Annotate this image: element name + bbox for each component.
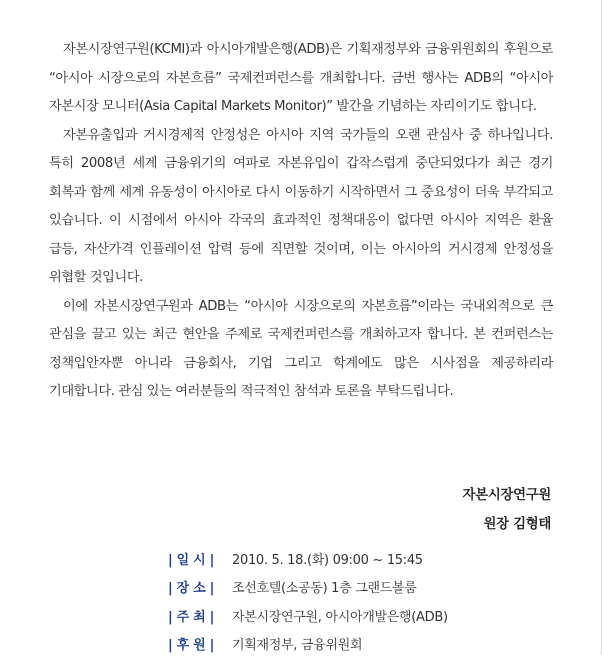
detail-row-date xyxy=(168,544,568,573)
event-details xyxy=(168,544,568,658)
detail-label-host: | 주 최 | xyxy=(168,606,232,625)
detail-row-venue xyxy=(168,573,568,602)
detail-label-venue: | 장 소 | xyxy=(168,577,232,596)
paragraph-background: 자본유출입과 거시경제적 안정성은 아시아 지역 국가들의 오랜 관심사 중 하나입니다. 특히 2008년 세계 금융위기의 여파로 자본유입이 갑작스럽게 중단되었다가 최근 경기 회복과 함께 세계 유동성이 아시아로 다시 이동하기 시작하면서 그 중요성이 더욱 부각되고 있습니다. 이 시점에서 아시아 각국의 효과적인 정책대응이 없다면 아시아 지역은 환율 급등, 자산가격 인플레이션 압력 등에 직면할 것이며, 이는 아시아의 거시경제 안정성을 위협할 것입니다. xyxy=(49,122,553,293)
signature-person: 원장 김형태 xyxy=(251,513,551,532)
paragraph-invitation: 이에 자본시장연구원과 ADB는 “아시아 시장으로의 자본흐름”이라는 국내외적으로 큰 관심을 끌고 있는 최근 현안을 주제로 국제컨퍼런스를 개최하고자 합니다. 본 컨퍼런스는 정책입안자뿐 아니라 금융회사, 기업 그리고 학계에도 많은 시사점을 제공하리라 기대합니다. 관심 있는 여러분들의 적극적인 참석과 토론을 부탁드립니다. xyxy=(49,293,553,407)
detail-value-sponsor: 기획재정부, 금융위원회 xyxy=(232,634,362,653)
invitation-body xyxy=(49,36,553,407)
detail-value-date: 2010. 5. 18.(화) 09:00 ~ 15:45 xyxy=(232,549,423,568)
detail-row-host xyxy=(168,601,568,630)
detail-label-date: | 일 시 | xyxy=(168,549,232,568)
signature-organization: 자본시장연구원 xyxy=(251,484,551,503)
paragraph-intro: 자본시장연구원(KCMI)과 아시아개발은행(ADB)은 기획재정부와 금융위원회의 후원으로 “아시아 시장으로의 자본흐름” 국제컨퍼런스를 개최합니다. 금번 행사는 ADB의 “아시아 자본시장 모니터(Asia Capital Markets Monitor)” 발간을 기념하는 자리이기도 합니다. xyxy=(49,36,553,122)
detail-label-sponsor: | 후 원 | xyxy=(168,634,232,653)
detail-value-host: 자본시장연구원, 아시아개발은행(ADB) xyxy=(232,606,448,625)
detail-value-venue: 조선호텔(소공동) 1층 그랜드볼룸 xyxy=(232,577,417,596)
